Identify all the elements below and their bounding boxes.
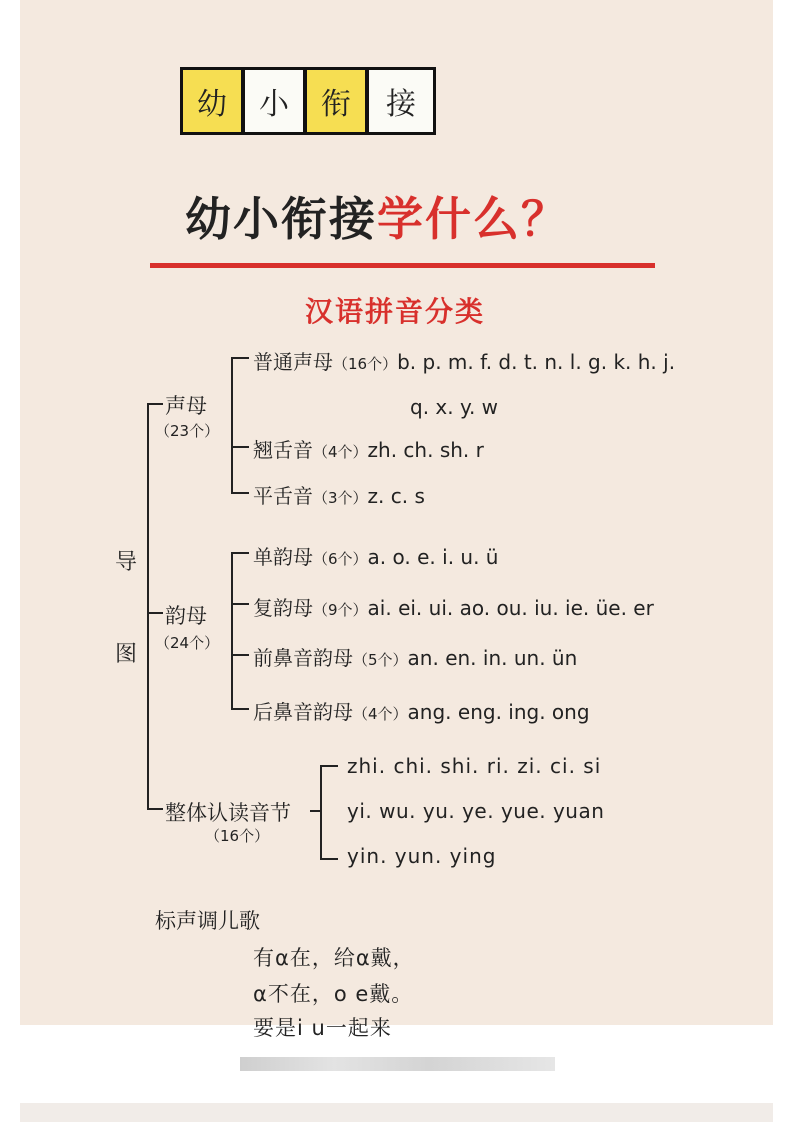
item-count: （3个） — [313, 489, 368, 507]
title-red: 学什么？ — [377, 192, 569, 246]
next-image-edge — [20, 1103, 773, 1122]
zhengti-line: yi. wu. yu. ye. yue. yuan — [347, 799, 605, 823]
shengmu-item — [253, 346, 675, 375]
branch-connector — [147, 403, 163, 405]
title-underline — [150, 263, 655, 268]
shengmu-item — [253, 480, 425, 509]
title-black: 幼小衔接 — [185, 192, 377, 246]
section-subtitle: 汉语拼音分类 — [305, 295, 486, 328]
item-value: b. p. m. f. d. t. n. l. g. k. h. j. — [397, 350, 676, 374]
branch-connector — [231, 552, 249, 554]
branch-connector — [231, 654, 249, 656]
badge-row — [180, 67, 436, 135]
item-label: 翘舌音 — [253, 438, 313, 462]
item-count: （4个） — [313, 443, 368, 461]
badge-char: 衔 — [307, 70, 365, 132]
yunmu-item — [253, 592, 654, 621]
item-label: 单韵母 — [253, 545, 313, 569]
blurred-caption — [240, 1057, 555, 1071]
yunmu-item — [253, 541, 498, 570]
item-label: 普通声母 — [253, 350, 333, 374]
item-value: ai. ei. ui. ao. ou. iu. ie. üe. er — [367, 596, 654, 620]
branch-connector — [231, 357, 249, 359]
shengmu-item — [253, 434, 484, 463]
shengmu-count: （23个） — [155, 422, 220, 440]
branch-connector — [231, 708, 249, 710]
item-count: （9个） — [313, 601, 368, 619]
yunmu-count: （24个） — [155, 634, 220, 652]
item-label: 复韵母 — [253, 596, 313, 620]
item-label: 前鼻音韵母 — [253, 646, 353, 670]
yunmu-item — [253, 642, 577, 671]
shengmu-item-continued: q. x. y. w — [410, 395, 499, 419]
branch-connector — [231, 446, 249, 448]
branch-connector — [310, 810, 320, 812]
item-label: 平舌音 — [253, 484, 313, 508]
item-value: ang. eng. ing. ong — [407, 700, 590, 724]
zhengti-label: 整体认读音节 — [165, 801, 291, 825]
branch-connector — [147, 612, 163, 614]
zhengti-bracket — [320, 765, 322, 860]
badge-char: 小 — [245, 70, 303, 132]
item-value: zh. ch. sh. r — [367, 438, 484, 462]
item-label: 后鼻音韵母 — [253, 700, 353, 724]
badge-char: 接 — [369, 70, 433, 132]
tree-trunk — [147, 403, 149, 810]
page-title — [185, 183, 569, 249]
branch-connector — [231, 603, 249, 605]
branch-connector — [147, 808, 163, 810]
shengmu-bracket — [231, 357, 233, 493]
song-line: 有α在，给α戴， — [253, 946, 415, 970]
yunmu-label: 韵母 — [165, 604, 207, 628]
song-line: α不在，o e戴。 — [253, 982, 414, 1006]
branch-connector — [231, 492, 249, 494]
guide-char-2: 图 — [115, 642, 138, 667]
item-count: （16个） — [333, 355, 398, 373]
song-title: 标声调儿歌 — [155, 909, 260, 933]
item-count: （4个） — [353, 705, 408, 723]
zhengti-line: yin. yun. ying — [347, 844, 497, 868]
shengmu-label: 声母 — [165, 394, 207, 418]
zhengti-count: （16个） — [205, 827, 270, 845]
poster — [20, 0, 773, 1040]
badge-char: 幼 — [183, 70, 241, 132]
branch-connector — [320, 858, 338, 860]
song-line: 要是i u一起来 — [253, 1016, 392, 1040]
yunmu-bracket — [231, 552, 233, 710]
item-value: a. o. e. i. u. ü — [367, 545, 499, 569]
item-value: z. c. s — [367, 484, 425, 508]
item-count: （5个） — [353, 651, 408, 669]
item-value: an. en. in. un. ün — [407, 646, 578, 670]
branch-connector — [320, 765, 338, 767]
guide-char-1: 导 — [115, 550, 138, 575]
item-count: （6个） — [313, 550, 368, 568]
zhengti-line: zhi. chi. shi. ri. zi. ci. si — [347, 754, 602, 778]
yunmu-item — [253, 696, 590, 725]
